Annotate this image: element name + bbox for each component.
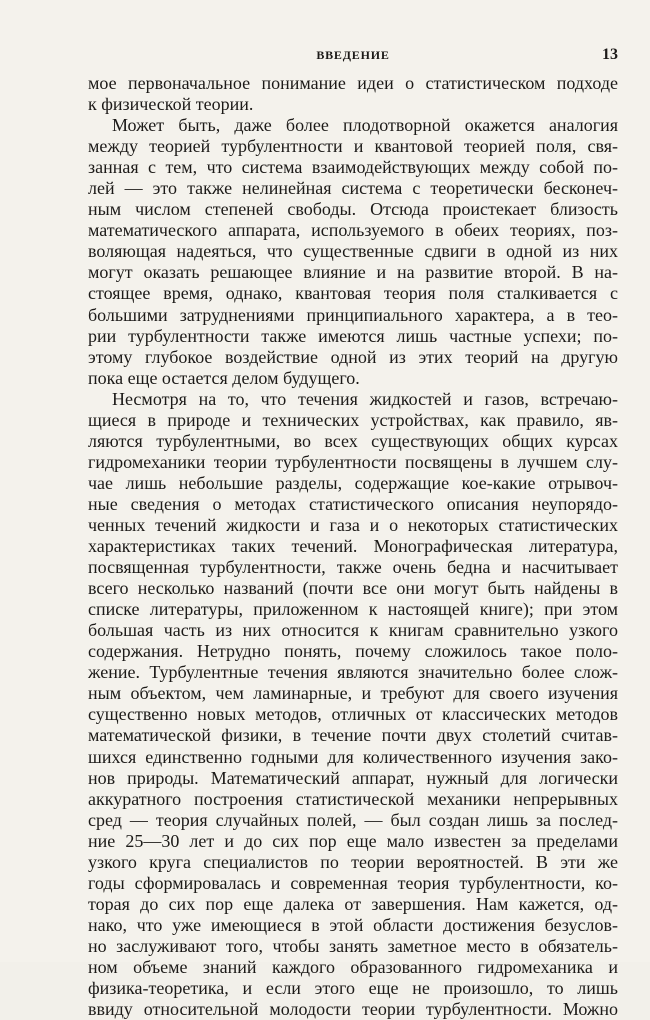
text-line: ляются турбулентными, во всех существующих общих курсах: [88, 430, 618, 451]
paragraph: [88, 389, 618, 1020]
text-line: математического аппарата, используемого в обеих теориях, поз-: [88, 220, 618, 241]
text-line: этому глубокое воздействие одной из этих теорий на другую: [88, 346, 618, 367]
body-text: [88, 73, 618, 1020]
text-line: мое первоначальное понимание идеи о статистическом подходе: [88, 73, 618, 93]
text-line: ным числом степеней свободы. Отсюда проистекает близость: [88, 199, 618, 220]
text-line: физика-теоретика, и если этого еще не произошло, то лишь: [88, 978, 618, 999]
text-line: к физической теории.: [88, 94, 254, 115]
text-line: аккуратного построения статистической механики непрерывных: [88, 788, 618, 809]
text-line: стоящее время, однако, квантовая теория поля сталкивается с: [88, 283, 618, 304]
text-line: ченных течений жидкости и газа и о некоторых статистических: [88, 514, 618, 535]
text-line: пока еще остается делом будущего.: [88, 367, 360, 388]
text-line: рии турбулентности также имеются лишь частные успехи; по-: [88, 325, 618, 346]
text-line: посвященная турбулентности, также очень бедна и насчитывает: [88, 557, 618, 578]
text-line: между теорией турбулентности и квантовой теорией поля, свя-: [88, 136, 618, 157]
text-line: характеристиках таких течений. Монографическая литература,: [88, 536, 618, 557]
text-line: нако, что уже имеющиеся в этой области достижения безуслов-: [88, 914, 618, 935]
text-line: воляющая надеяться, что существенные сдвиги в одной из них: [88, 241, 618, 262]
text-line: но заслуживают того, чтобы занять заметное место в обязатель-: [88, 935, 618, 956]
text-line: ным объектом, чем ламинарные, и требуют для своего изучения: [88, 683, 618, 704]
page-header: [88, 46, 618, 68]
text-line: большими затруднениями принципиального характера, а в тео-: [88, 304, 618, 325]
text-line: щиеся в природе и технических устройствах, как правило, яв-: [88, 409, 618, 430]
text-line: чае лишь небольшие разделы, содержащие кое-какие отрывоч-: [88, 472, 618, 493]
paragraph: [88, 115, 618, 389]
running-head: ВВЕДЕНИЕ: [316, 48, 390, 62]
text-line: нов природы. Математический аппарат, нужный для логически: [88, 767, 618, 788]
text-line: занная с тем, что система взаимодействующих между собой по-: [88, 157, 618, 178]
page-number: 13: [602, 46, 618, 63]
text-line: списке литературы, приложенном к настоящей книге); при этом: [88, 599, 618, 620]
text-line: содержания. Нетрудно понять, почему сложилось такое поло-: [88, 641, 618, 662]
text-line: торая до сих пор еще далека от завершения. Нам кажется, од-: [88, 893, 618, 914]
text-line: лей — это также нелинейная система с теоретически бесконеч-: [88, 178, 618, 199]
text-line: существенно новых методов, отличных от классических методов: [88, 704, 618, 725]
text-line: годы сформировалась и современная теория турбулентности, ко-: [88, 872, 618, 893]
text-line: гидромеханики теории турбулентности посвящены в лучшем слу-: [88, 451, 618, 472]
text-line: ные сведения о методах статистического описания неупорядо-: [88, 493, 618, 514]
text-line: узкого круга специалистов по теории вероятностей. В эти же: [88, 851, 618, 872]
text-line: могут оказать решающее влияние и на развитие второй. В на-: [88, 262, 618, 283]
text-line: ном объеме знаний каждого образованного гидромеханика и: [88, 956, 618, 977]
text-line: Несмотря на то, что течения жидкостей и газов, встречаю-: [112, 388, 618, 409]
text-line: сред — теория случайных полей, — был создан лишь за послед-: [88, 809, 618, 830]
text-line: большая часть из них относится к книгам сравнительно узкого: [88, 620, 618, 641]
paragraph: [88, 73, 618, 115]
text-line: жение. Турбулентные течения являются значительно более слож-: [88, 662, 618, 683]
text-line: Может быть, даже более плодотворной окажется аналогия: [112, 115, 618, 136]
text-line: математической физики, в течение почти двух столетий считав-: [88, 725, 618, 746]
text-line: шихся единственно годными для количественного изучения зако-: [88, 746, 618, 767]
text-line: ввиду относительной молодости теории турбулентности. Можно: [88, 999, 618, 1020]
text-line: всего несколько названий (почти все они могут быть найдены в: [88, 578, 618, 599]
text-line: ние 25—30 лет и до сих пор еще мало известен за пределами: [88, 830, 618, 851]
